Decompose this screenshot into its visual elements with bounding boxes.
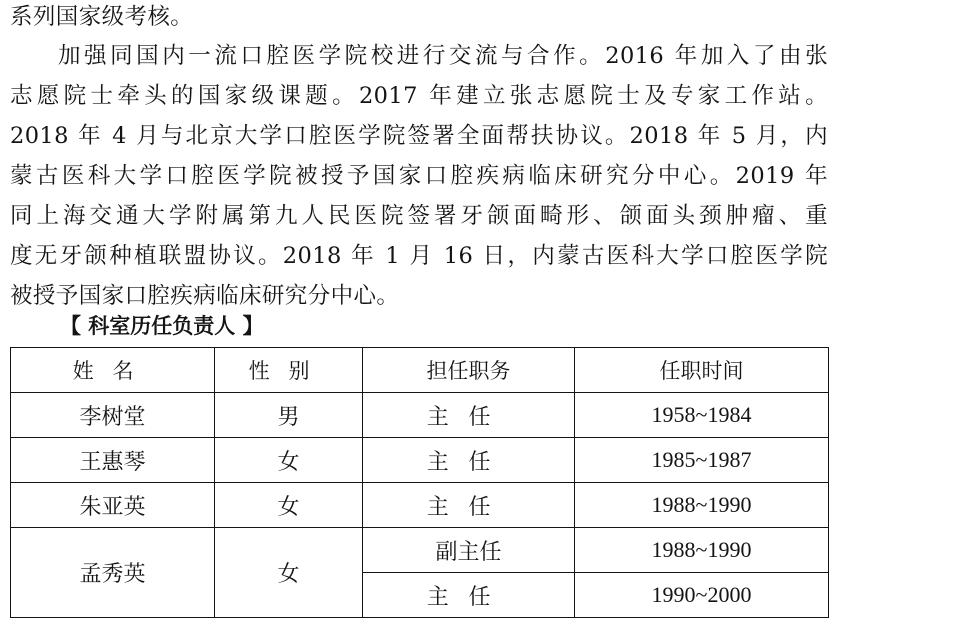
section-heading: 【 科室历任负责人 】 xyxy=(60,314,264,338)
leaders-table xyxy=(10,347,829,618)
paragraph-line: 系列国家级考核。 xyxy=(10,4,194,30)
header-gender: 性别 xyxy=(215,348,363,393)
table-row xyxy=(11,483,829,528)
cell-position: 主任 xyxy=(363,483,575,528)
cell-period: 1958~1984 xyxy=(575,393,829,438)
cell-gender: 女 xyxy=(215,483,363,528)
table-row xyxy=(11,528,829,573)
cell-period: 1988~1990 xyxy=(575,483,829,528)
header-period: 任职时间 xyxy=(575,348,829,393)
cell-position: 主任 xyxy=(363,438,575,483)
table-row xyxy=(11,438,829,483)
cell-name: 朱亚英 xyxy=(11,483,215,528)
cell-period: 1985~1987 xyxy=(575,438,829,483)
paragraph-line: 2018 年 4 月与北京大学口腔医学院签署全面帮扶协议。2018 年 5 月，内 xyxy=(10,123,828,149)
cell-name: 王惠琴 xyxy=(11,438,215,483)
cell-gender: 女 xyxy=(215,528,363,618)
paragraph-line: 蒙古医科大学口腔医学院被授予国家口腔疾病临床研究分中心。2019 年 xyxy=(10,163,828,189)
cell-position: 主任 xyxy=(363,393,575,438)
paragraph-top xyxy=(10,0,828,37)
cell-period: 1990~2000 xyxy=(575,573,829,618)
paragraph-line: 志愿院士牵头的国家级课题。2017 年建立张志愿院士及专家工作站。 xyxy=(10,83,828,109)
cell-name: 李树堂 xyxy=(11,393,215,438)
table-row xyxy=(11,393,829,438)
cell-name: 孟秀英 xyxy=(11,528,215,618)
paragraph-main xyxy=(10,36,828,316)
cell-gender: 男 xyxy=(215,393,363,438)
cell-position: 副主任 xyxy=(363,528,575,573)
cell-gender: 女 xyxy=(215,438,363,483)
paragraph-line: 被授予国家口腔疾病临床研究分中心。 xyxy=(10,283,400,309)
paragraph-line: 度无牙颌种植联盟协议。2018 年 1 月 16 日，内蒙古医科大学口腔医学院 xyxy=(10,243,828,269)
cell-position: 主任 xyxy=(363,573,575,618)
paragraph-line: 同上海交通大学附属第九人民医院签署牙颌面畸形、颌面头颈肿瘤、重 xyxy=(10,203,828,229)
paragraph-line: 加强同国内一流口腔医学院校进行交流与合作。2016 年加入了由张 xyxy=(58,43,828,69)
header-name: 姓名 xyxy=(11,348,215,393)
header-position: 担任职务 xyxy=(363,348,575,393)
table-header-row xyxy=(11,348,829,393)
cell-period: 1988~1990 xyxy=(575,528,829,573)
